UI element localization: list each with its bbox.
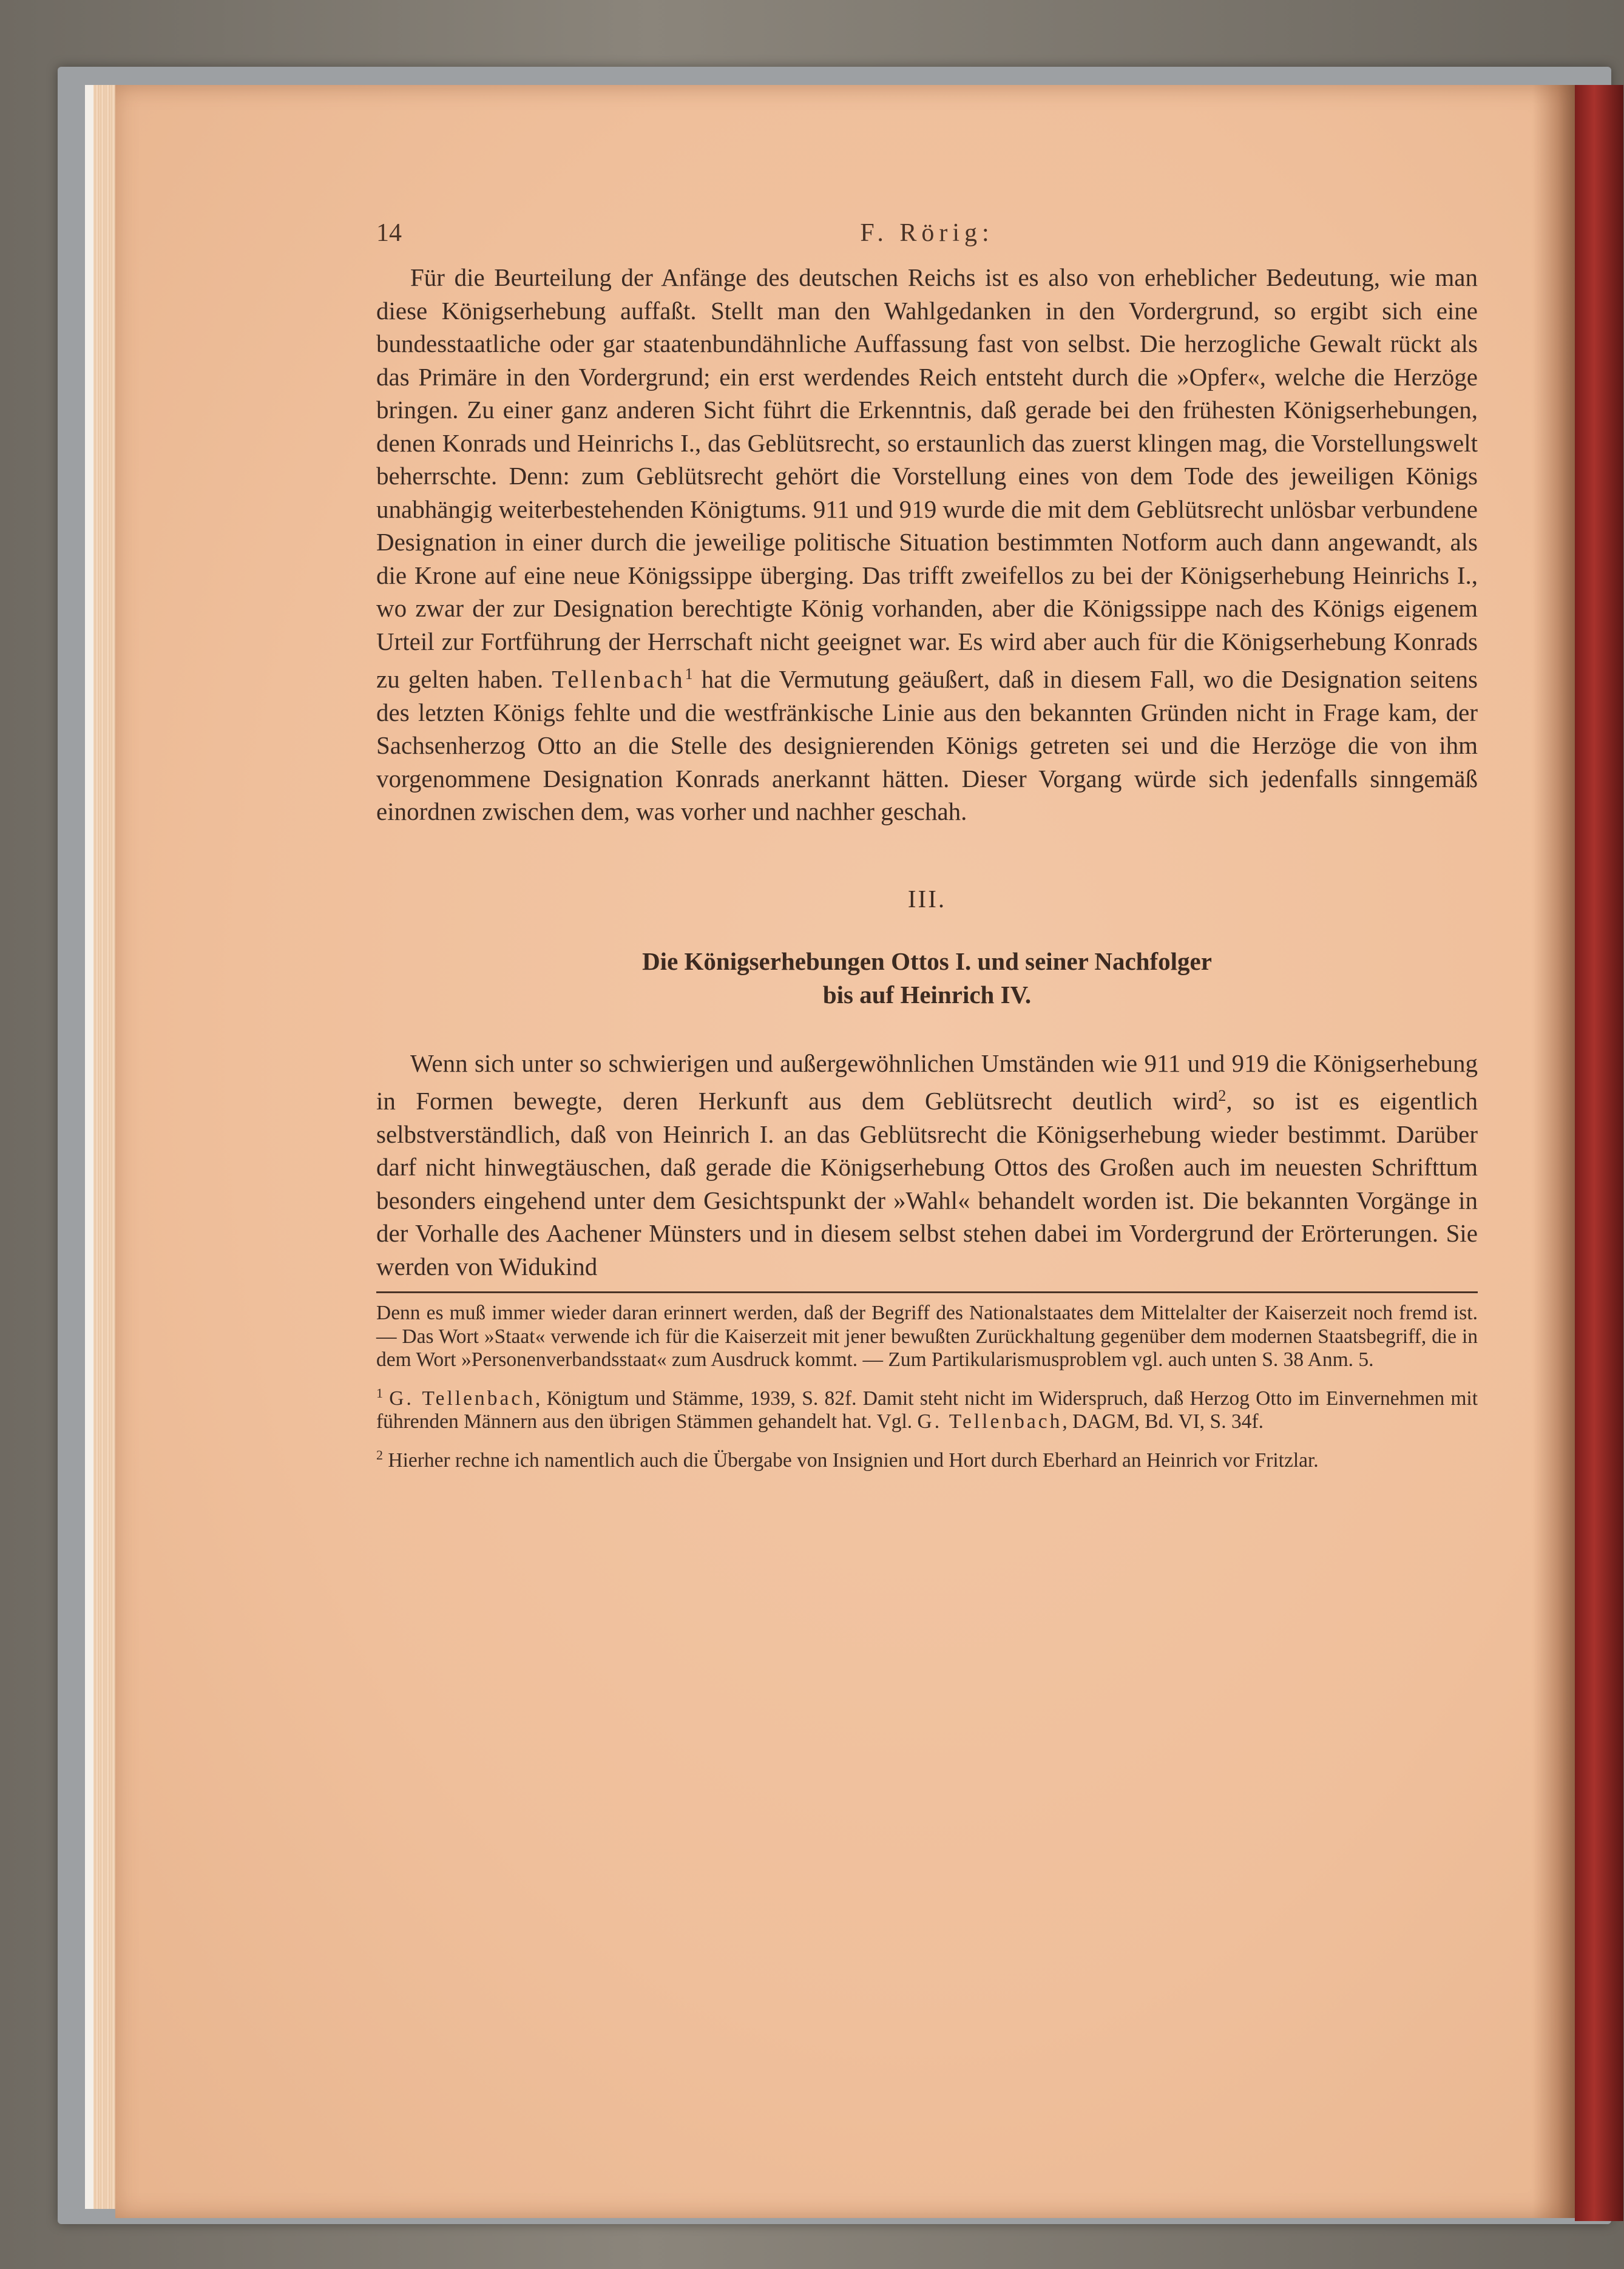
- section-heading: Die Königserhebungen Ottos I. und seiner Nachfolger bis auf Heinrich IV.: [642, 947, 1212, 1009]
- footnote-1: $^1$ G. Tellenbach, Königtum und Stämme, 1939, S. 82f. Damit steht nicht im Widerspruch, daß Herzog Otto im Einvernehmen mit führenden Männern aus den übrigen Stämmen gehandelt hat. Vgl. G. Tellenbach, DAGM, Bd. VI, S. 34f.: [376, 1385, 1478, 1433]
- body-paragraph-2: Wenn sich unter so schwierigen und außergewöhnlichen Umständen wie 911 und 919 die Königserhebung in Formen bewegte, deren Herkunft aus dem Geblütsrecht deutlich wird$^2$, so ist es eigentlich selbstverständlich, daß von Heinrich I. an das Geblütsrecht die Königserhebung wieder bestimmt. Darüber darf nicht hinwegtäuschen, daß gerade die Königserhebung Ottos des Großen auch im neuesten Schrifttum besonders eingehend unter dem Gesichtspunkt der »Wahl« behandelt worden ist. Die bekannten Vorgänge in der Vorhalle des Aachener Münsters und in diesem selbst stehen dabei im Vordergrund der Erörterungen. Sie werden von Widukind: [376, 1049, 1478, 1280]
- footnote-rule: [376, 1291, 1478, 1293]
- author-name-tellenbach: Tellenbach: [552, 665, 685, 693]
- book-spine-edge: [1575, 85, 1623, 2221]
- running-head-author: F. Rörig:: [860, 219, 994, 247]
- footnote-continued: Denn es muß immer wieder daran erinnert werden, daß der Begriff des Nationalstaates dem Mittelalter der Kaiserzeit noch fremd ist. — Das Wort »Staat« verwende ich für die Kaiserzeit mit jener bewußten Zurückhaltung gegenüber dem modernen Staatsbegriff, die in dem Wort »Personenverbandsstaat« zum Ausdruck kommt. — Zum Partikularismusproblem vgl. auch unten S. 38 Anm. 5.: [376, 1302, 1478, 1371]
- text-block: [376, 218, 1478, 1472]
- page-gutter-shadow: [1532, 85, 1575, 2218]
- footnote-2: $^2$ Hierher rechne ich namentlich auch die Übergabe von Insignien und Hort durch Eberhard an Heinrich vor Fritzlar.: [376, 1447, 1319, 1472]
- page-number: 14: [376, 219, 402, 247]
- section-number: III.: [907, 884, 947, 913]
- running-head: [376, 218, 1478, 261]
- body-paragraph-1: Für die Beurteilung der Anfänge des deutschen Reichs ist es also von erheblicher Bedeutung, wie man diese Königserhebung auffaßt. Stellt man den Wahlgedanken in den Vordergrund, so ergibt sich eine bundesstaatliche oder gar staatenbundähnliche Auffassung fast von selbst. Die herzogliche Gewalt rückt als das Primäre in den Vordergrund; ein erst werdendes Reich entsteht durch die »Opfer«, welche die Herzöge bringen. Zu einer ganz anderen Sicht führt die Erkenntnis, daß gerade bei den frühesten Königserhebungen, denen Konrads und Heinrichs I., das Geblütsrecht, so erstaunlich das zuerst klingen mag, die Vorstellungswelt beherrschte. Denn: zum Geblütsrecht gehört die Vorstellung eines von dem Tode des jeweiligen Königs unabhängig weiterbestehenden Königtums. 911 und 919 wurde die mit dem Geblütsrecht unlösbar verbundene Designation in einer durch die jeweilige politische Situation bestimmten Notform auch dann angewandt, als die Krone auf eine neue Königssippe überging. Das trifft zweifellos zu bei der Königserhebung Heinrichs I., wo zwar der zur Designation berechtigte König vorhanden, aber die Königssippe nach des Königs eigenem Urteil zur Fortführung der Herrschaft nicht geeignet war. Es wird aber auch für die Königserhebung Konrads zu gelten haben. Tellenbach$^1$ hat die Vermutung geäußert, daß in diesem Fall, wo die Designation seitens des letzten Königs fehlte und die westfränkische Linie aus den bekannten Gründen nicht in Frage kam, der Sachsenherzog Otto an die Stelle des designierenden Königs getreten sei und die Herzöge die von ihm vorgenommene Designation Konrads anerkannt hätten. Dieser Vorgang würde sich jedenfalls sinngemäß einordnen zwischen dem, was vorher und nachher geschah.: [376, 263, 1478, 825]
- footnote-ref-1: 1: [685, 665, 693, 683]
- footnote-ref-2: 2: [1218, 1087, 1226, 1104]
